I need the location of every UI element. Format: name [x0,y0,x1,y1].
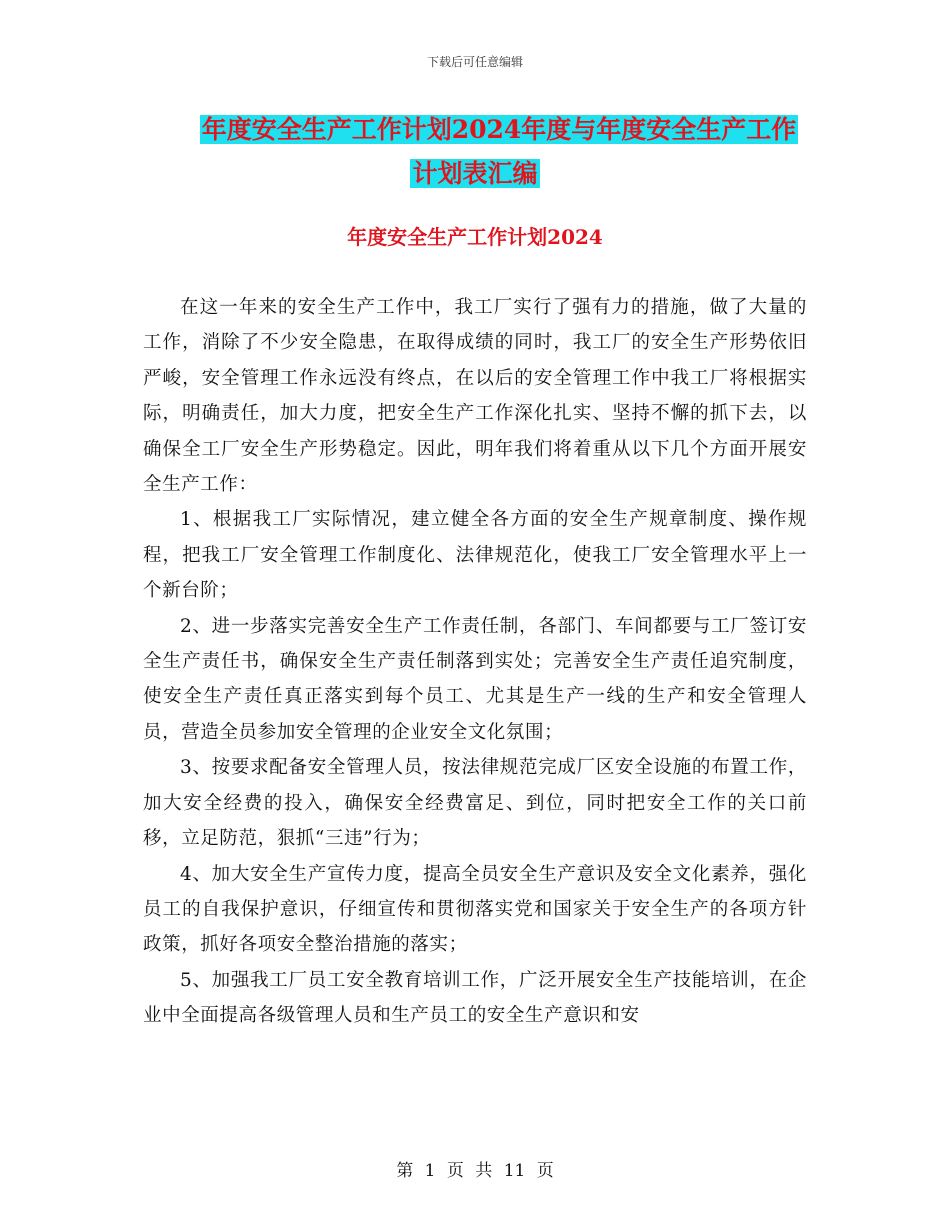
page-number-footer: 第 1 页 共 11 页 [396,1161,554,1181]
paragraph-item-4: 4、加大安全生产宣传力度，提高全员安全生产意识及安全文化素养，强化员工的自我保护意识，仔细宣传和贯彻落实党和国家关于安全生产的各项方针政策，抓好各项安全整治措施的落实； [143,863,807,956]
paragraph-intro: 在这一年来的安全生产工作中，我工厂实行了强有力的措施，做了大量的工作，消除了不少安全隐患，在取得成绩的同时，我工厂的安全生产形势依旧严峻，安全管理工作永远没有终点，在以后的安全管理工作中我工厂将根据实际，明确责任，加大力度，把安全生产工作深化扎实、坚持不懈的抓下去，以确保全工厂安全生产形势稳定。因此，明年我们将着重从以下几个方面开展安全生产工作： [143,297,807,496]
document-title-line-1-text: 年度安全生产工作计划2024年度与年度安全生产工作 [201,115,797,144]
paragraph-item-2: 2、进一步落实完善安全生产工作责任制，各部门、车间都要与工厂签订安全生产责任书，确保安全生产责任制落到实处；完善安全生产责任追究制度，使安全生产责任真正落实到每个员工、尤其是生产一线的生产和安全管理人员，营造全员参加安全管理的企业安全文化氛围； [143,615,807,743]
section-title: 年度安全生产工作计划2024 [347,225,603,249]
document-title-line-1 [24,111,950,149]
paragraph-item-1: 1、根据我工厂实际情况，建立健全各方面的安全生产规章制度、操作规程，把我工厂安全管理工作制度化、法律规范化，使我工厂安全管理水平上一个新台阶； [143,509,807,602]
document-title-line-2-text: 计划表汇编 [412,159,538,188]
paragraph-item-3: 3、按要求配备安全管理人员，按法律规范完成厂区安全设施的布置工作，加大安全经费的投入，确保安全经费富足、到位，同时把安全工作的关口前移，立足防范，狠抓“三违”行为； [143,757,807,850]
paragraph-item-5: 5、加强我工厂员工安全教育培训工作，广泛开展安全生产技能培训，在企业中全面提高各级管理人员和生产员工的安全生产意识和安 [143,969,807,1027]
document-title-line-2 [0,155,950,193]
header-note: 下载后可任意编辑 [426,55,523,69]
document-body [143,290,807,1034]
